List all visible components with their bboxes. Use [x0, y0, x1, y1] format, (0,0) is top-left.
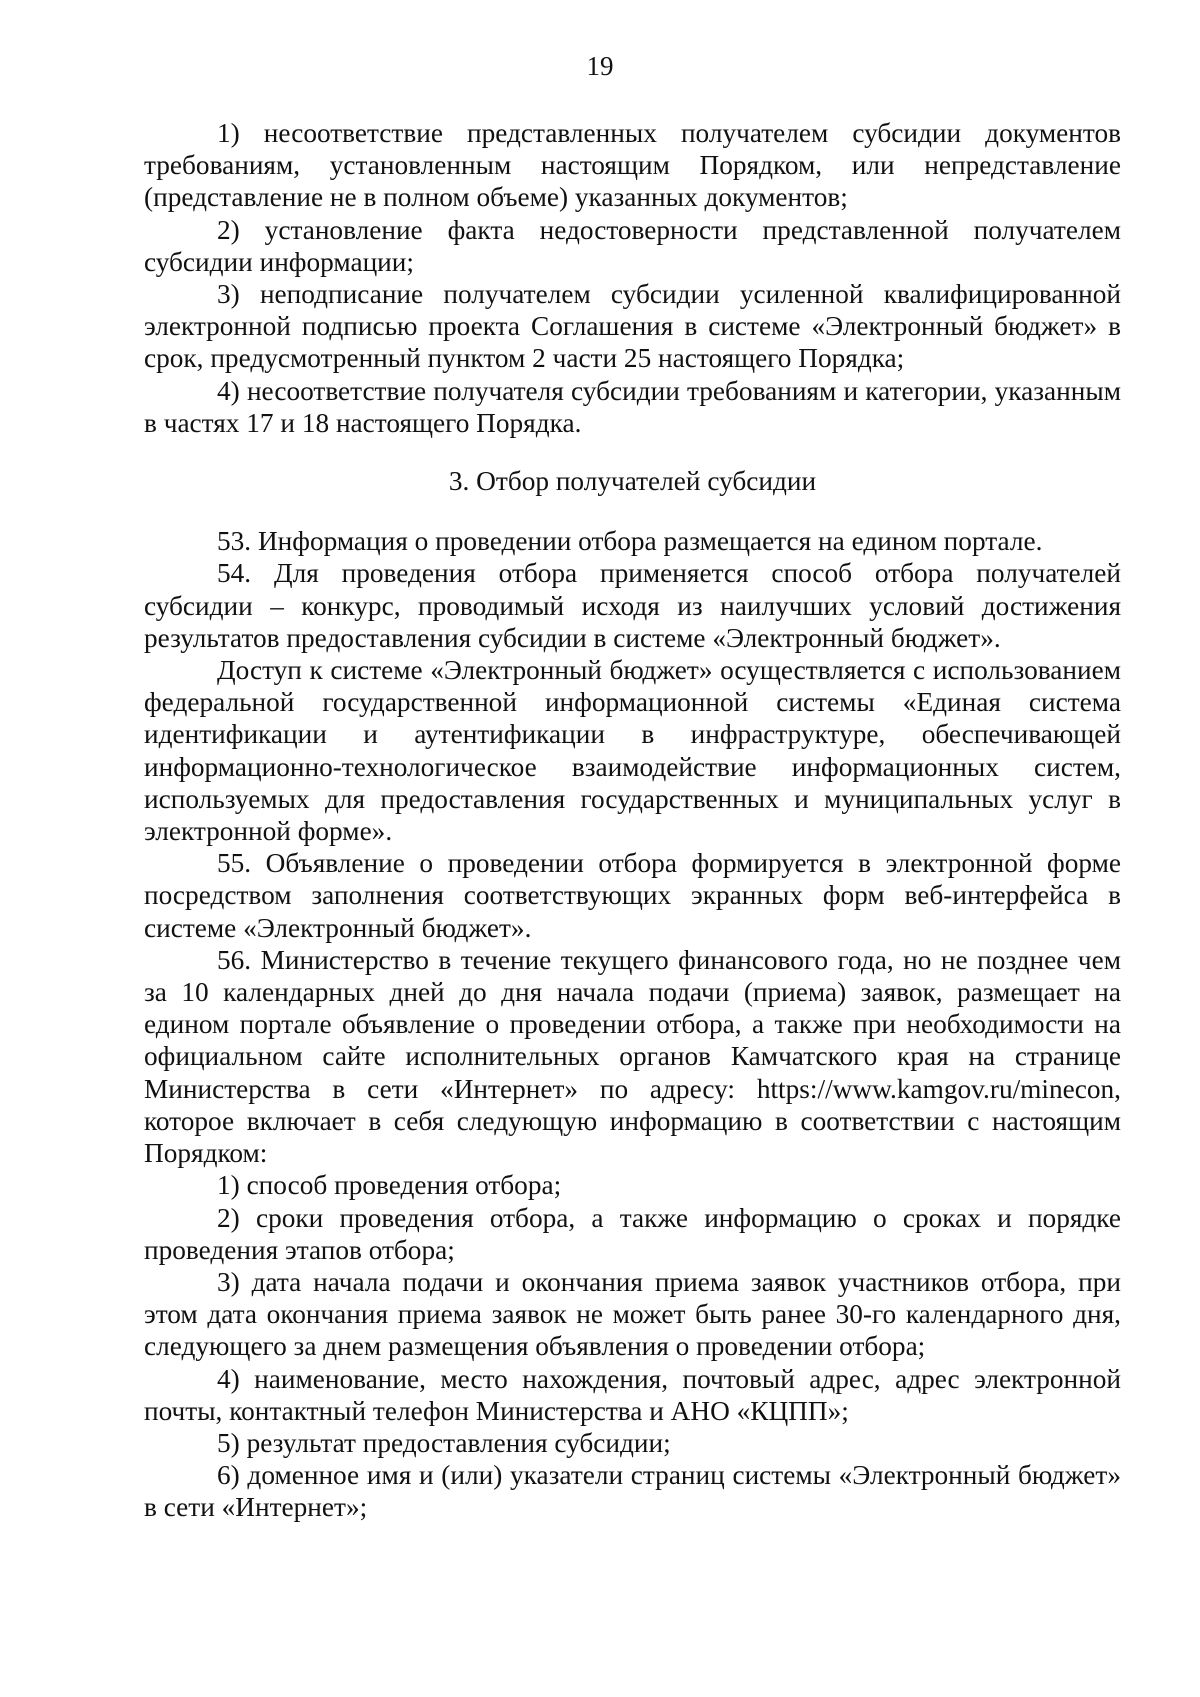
- list-item: 6) доменное имя и (или) указатели страниц системы «Электронный бюджет» в сети «Интернет»;: [144, 1460, 1121, 1523]
- list-item: 3) дата начала подачи и окончания приема заявок участников отбора, при этом дата окончания приема заявок не может быть ранее 30-го календарного дня, следующего за днем размещения объявления о проведении отбора;: [144, 1266, 1121, 1362]
- paragraph-54: 54. Для проведения отбора применяется способ отбора получателей субсидии – конкурс, проводимый исходя из наилучших условий достижения результатов предоставления субсидии в системе «Электронный бюджет».: [144, 558, 1121, 653]
- list-item: 1) способ проведения отбора;: [217, 1170, 562, 1201]
- page-number: 19: [586, 51, 614, 81]
- document-body: [144, 117, 1121, 1524]
- paragraph-56: 56. Министерство в течение текущего финансового года, но не позднее чем за 10 календарных дней до дня начала подачи (приема) заявок, размещает на едином портале объявление о проведении отбора, а также при необходимости на официальном сайте исполнительных органов Камчатского края на странице Министерства в сети «Интернет» по адресу: https://www.kamgov.ru/minecon, которое включает в себя следующую информацию в соответствии с настоящим Порядком:: [144, 944, 1121, 1169]
- list-item: 5) результат предоставления субсидии;: [217, 1427, 671, 1458]
- paragraph-55: 55. Объявление о проведении отбора формируется в электронной форме посредством заполнения соответствующих экранных форм веб-интерфейса в системе «Электронный бюджет».: [144, 848, 1121, 943]
- list-item: 4) несоответствие получателя субсидии требованиям и категории, указанным в частях 17 и 18 настоящего Порядка.: [144, 375, 1121, 438]
- list-item: 1) несоответствие представленных получателем субсидии документов требованиям, установленным настоящим Порядком, или непредставление (представление не в полном объеме) указанных документов;: [144, 118, 1121, 213]
- paragraph-53: 53. Информация о проведении отбора размещается на едином портале.: [217, 526, 1043, 557]
- paragraph-54-access: Доступ к системе «Электронный бюджет» осуществляется с использованием федеральной государственной информационной системы «Единая система идентификации и аутентификации в инфраструктуре, обеспечивающей информационно-технологическое взаимодействие информационных систем, используемых для предоставления государственных и муниципальных услуг в электронной форме».: [144, 655, 1121, 847]
- list-item: 3) неподписание получателем субсидии усиленной квалифицированной электронной подписью проекта Соглашения в системе «Электронный бюджет» в срок, предусмотренный пунктом 2 части 25 настоящего Порядка;: [144, 279, 1121, 374]
- list-item: 2) сроки проведения отбора, а также информацию о сроках и порядке проведения этапов отбора;: [144, 1202, 1121, 1265]
- section-heading: 3. Отбор получателей субсидии: [448, 466, 817, 497]
- list-item: 4) наименование, место нахождения, почтовый адрес, адрес электронной почты, контактный телефон Министерства и АНО «КЦПП»;: [144, 1363, 1121, 1426]
- list-item: 2) установление факта недостоверности представленной получателем субсидии информации;: [144, 214, 1121, 277]
